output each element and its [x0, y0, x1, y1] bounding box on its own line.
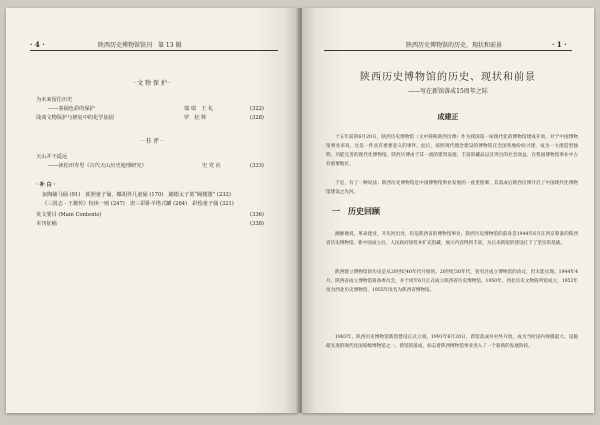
- open-book: [6, 8, 594, 420]
- toc-entry: [36, 96, 72, 104]
- toc-entry-title: 天山并不遥远: [36, 154, 68, 160]
- article-author: 成建正: [437, 112, 459, 121]
- left-header-rule: [30, 50, 278, 51]
- call-for-papers-title: 本刊征稿: [36, 221, 57, 227]
- body-paragraph: 溯源地说，革命建业，开先河出处，均是陕西省的博物馆事业。陕西历史博物馆的前身是1944年6月在西京筹备的陕西省历史博物馆。新中国成立后，人民政府接管并扩充馆藏，展示内容得到丰富，为后来新馆的建设打下了坚实的基础。: [326, 232, 578, 246]
- toc-entry-title: 浅谈文物保护与修复中的化学加固: [36, 115, 114, 121]
- filler-list-line: 灰陶铺马俑 (91) 拣照童子俑、椰胡外儿童俑 (170) 懿德太子墓“阙楼图” (232): [42, 192, 231, 198]
- intro-paragraph: 十五年前的6月20日，陕西历史博物馆（文中简称陕西历博）作为我国第一座现代化的博物馆建成开放。对于中国博物馆事业来说，这是一件具有重要意义的事件。此后，按照现代理念建设的博物馆在全国各地纷纷兴建，成为一大批造型独特、功能完善的现代化博物馆。陕西历博由于其一流的建筑设施、丰富的藏品以及突出的社会效益，在我国博物馆事业中占有重要地位。: [326, 135, 578, 167]
- toc-entry-author: 罗 松 辉: [184, 115, 207, 121]
- intro-paragraph: 于是，有了一种说法：陕西历史博物馆是中国博物馆事业发展的一座里程碑，其落成后陕西历博开启了中国现代化博物馆建设之先河。: [326, 181, 578, 195]
- english-abstract-title: 英文要目 (Main Contents): [36, 212, 102, 218]
- section-heading-conservation: · 文 物 保 护 ·: [133, 80, 171, 87]
- article-title: 陕西历史博物馆的历史、现状和前景: [360, 72, 536, 83]
- toc-entry-title: ——秦俑色彩的保护: [48, 106, 95, 112]
- toc-entry-author: 瑞 瑞 王 礼: [184, 106, 214, 112]
- toc-entry-title: ——读松田寿男《古代天山历史地理研究》: [48, 163, 147, 169]
- toc-entry-title: 为未来留住历史: [36, 97, 73, 103]
- toc-entry-author: 史 党 社: [202, 163, 221, 169]
- filler-list-line: 《三国志 · 王粲传》校读一则 (247) 唐三彩卧羊塔式罐 (264) 彩绘童子俑 (321): [42, 201, 234, 207]
- toc-entry: [48, 105, 95, 113]
- section-heading-review: · 书 评 ·: [141, 138, 163, 145]
- body-paragraph: 1983年，陕西历史博物馆新馆建设正式立项。1991年6月20日，新馆落成并对外开放，成为当时国内规模最大、设施最先进的现代化国家级博物馆之一。新馆的落成，标志着陕西博物馆事业进入了一个崭新的发展阶段。: [326, 335, 578, 349]
- toc-entry-page: (328): [250, 115, 264, 121]
- page-gutter-shadow: [302, 8, 316, 413]
- left-page-number: · 4 ·: [30, 40, 45, 49]
- article-subtitle: ——写在新馆落成15周年之际: [408, 88, 488, 95]
- toc-entry-page: (322): [250, 106, 264, 112]
- section-heading-history: 一 历史回顾: [332, 206, 380, 216]
- call-for-papers-page: (338): [250, 221, 264, 227]
- right-page-number: · 1 ·: [552, 40, 567, 49]
- right-page: [302, 8, 594, 413]
- english-abstract-page: (336): [250, 212, 264, 218]
- section-heading-filler: · 补 白 ·: [36, 182, 56, 188]
- left-running-header: 陕西历史博物馆馆刊 第 13 辑: [98, 42, 182, 49]
- right-running-header: 陕西历史博物馆的历史、现状和前景: [406, 42, 503, 49]
- left-page: [6, 8, 298, 413]
- right-header-rule: [324, 50, 572, 51]
- body-paragraph: 陕西建立博物馆的历史是从20世纪40年代开始的。20世纪30年代，曾有过成立博物馆的动议，但未能实现。1944年4月，陕西省成立博物馆筹备委员会，并于同年6月正式成立陕西省历史博物馆。1950年，西北历史文物陈列馆成立，1952年改为西北历史博物馆，1955年改名为陕西省博物馆。: [326, 270, 578, 293]
- toc-entry-page: (333): [250, 163, 264, 169]
